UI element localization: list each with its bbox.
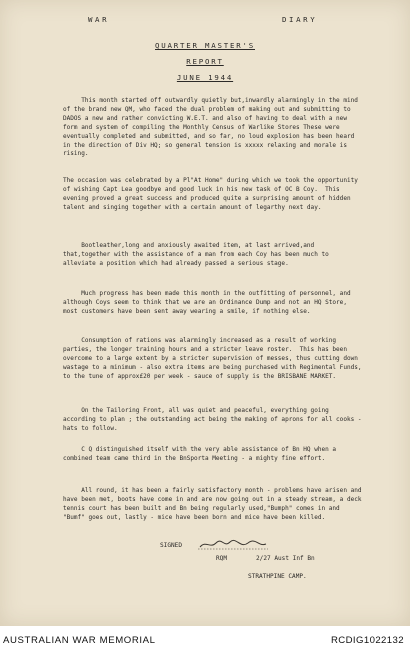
paragraph-6: On the Tailoring Front, all was quiet and peaceful, everything going according to plan ; the outstanding act being the making of aprons for all cooks - hats to follow. [63,407,366,432]
paragraph-1: This month started off outwardly quietly but,inwardly alarmingly in the mind of the brand new QM, who faced the dual problem of making out and submitting to DADOS a new and rather convicting W.E.T. and also of having to deal with a new form and system of compiling the Monthly Census of Warlike Stores These were eventually completed and submitted, and so far, no loud explosion has been heard in the direction of Div HQ; so general tension is xxxxx relaxing and morale is rising. [63,97,362,158]
report-subtitle: REPORT [186,57,224,66]
archive-footer [0,626,410,654]
signature-unit: 2/27 Aust Inf Bn [256,555,315,562]
paragraph-4: Much progress has been made this month in the outfitting of personnel, and although Coys seem to think that we are an Ordinance Dump and not an HQ Store, most customers have been sent away wearing a smile, if nothing else. [63,290,355,315]
paragraph-2: The occasion was celebrated by a Pl"At Home" during which we took the opportunity of wishing Capt Lea goodbye and good luck in his new task of OC B Coy. This evening proved a great success and produced quite a surprising amount of hidden talent and singing together with a certain amount of legarthy next day. [63,177,362,211]
paragraph-7: C Q distinguished itself with the very able assistance of Bn HQ when a combined team came third in the BnSporta Meeting - a mighty fine effort. [63,446,340,462]
report-title: QUARTER MASTER'S [155,41,255,50]
signature-camp: STRATHPINE CAMP. [248,573,307,580]
handwritten-signature [198,538,268,550]
header-war: WAR [88,15,110,24]
paragraph-8: All round, it has been a fairly satisfactory month - problems have arisen and have been met, boots have come in and are now going out in a steady stream, a deck tennis court has been built and Bn being regularly used,"Bumph" comes in and "Bumf" goes out, lastly - mice have been born and mice have been killed. [63,487,366,521]
paragraph-5: Consumption of rations was alarmingly increased as a result of working parties, the longer training hours and a stricter leave roster. This has been overcome to a large extent by a stricter supervision of messes, thus cutting down wastage to a minimum - also extra items are being purchased with Regimental Funds, to the tune of approx£20 per week - sauce of supply is the BRISBANE MARKET. [63,337,366,380]
report-date: JUNE 1944 [176,73,234,82]
footer-record-id: RCDIG1022132 [330,635,404,646]
header-diary: DIARY [282,15,318,24]
signed-label: SIGNED [160,542,183,549]
paragraph-3: Bootleather,long and anxiously awaited item, at last arrived,and that,together with the assistance of a man from each Coy has been much to alleviate a position which had already passed a serious stage. [63,242,333,267]
signature-rank: RQM [216,555,228,562]
footer-institution: AUSTRALIAN WAR MEMORIAL [3,635,156,646]
